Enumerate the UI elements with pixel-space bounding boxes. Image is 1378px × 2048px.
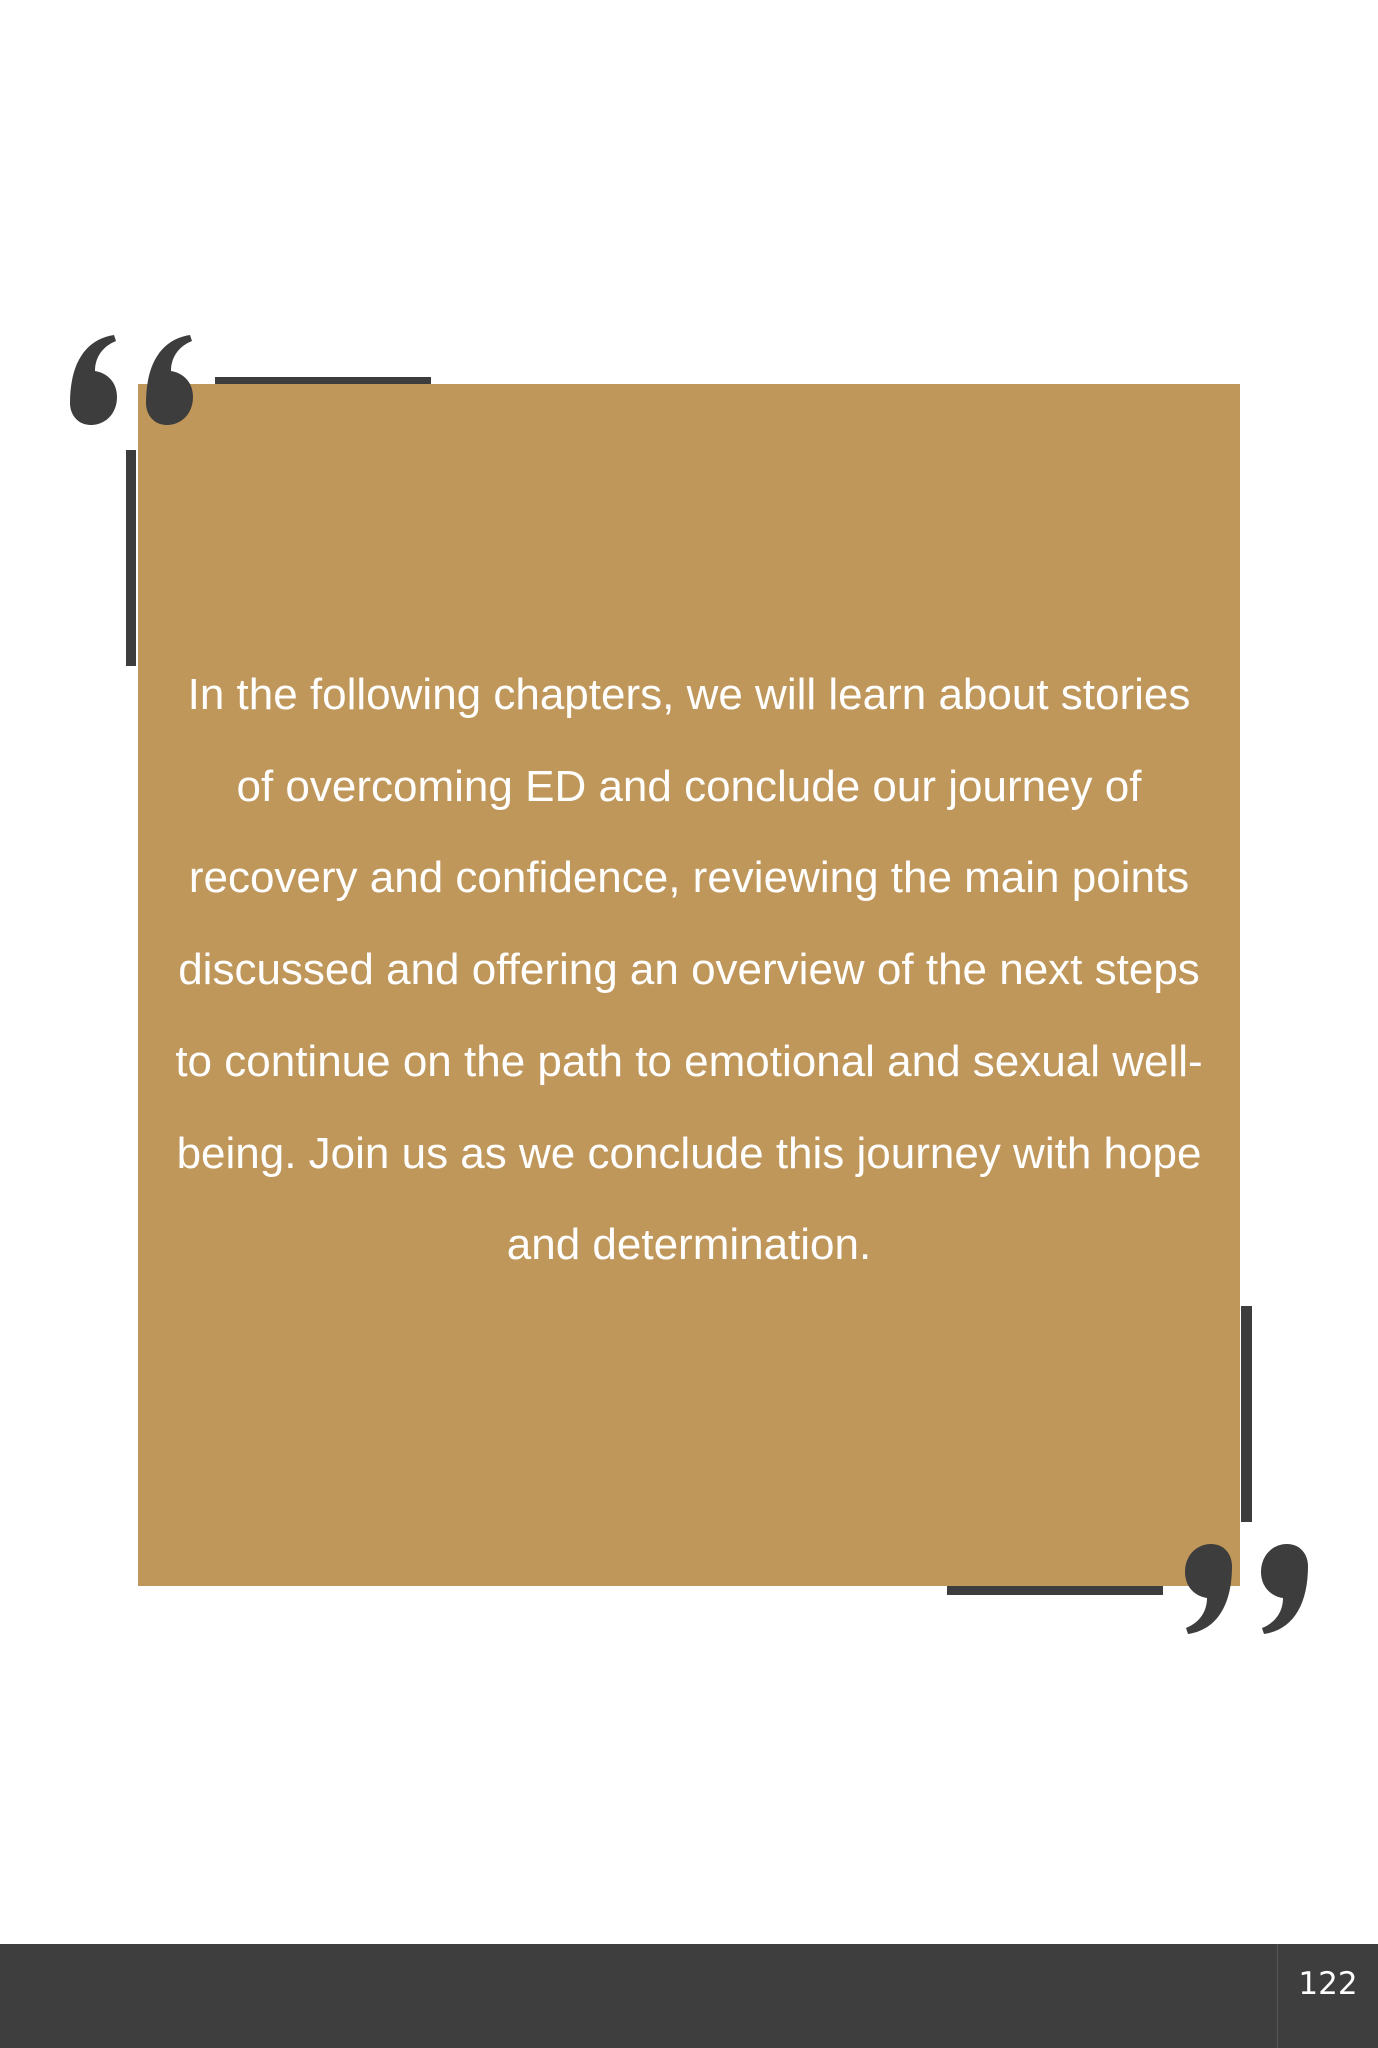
bottom-frame-bar bbox=[947, 1585, 1163, 1595]
quote-text: In the following chapters, we will learn about stories of overcoming ED and conclude our journey of recovery and confidence, reviewing the main points discussed and offering an overview of the next steps to continue on the path to emotional and sexual well-being. Join us as we conclude this journey with hope and determination. bbox=[175, 670, 1203, 1270]
page-number: 122 bbox=[1298, 1966, 1358, 2002]
left-frame-bar bbox=[126, 450, 136, 666]
close-quote-icon bbox=[1184, 1540, 1312, 1636]
right-frame-bar bbox=[1241, 1306, 1252, 1522]
quote-card bbox=[138, 384, 1240, 1586]
open-quote-icon bbox=[68, 333, 196, 429]
page-footer bbox=[0, 1944, 1378, 2048]
